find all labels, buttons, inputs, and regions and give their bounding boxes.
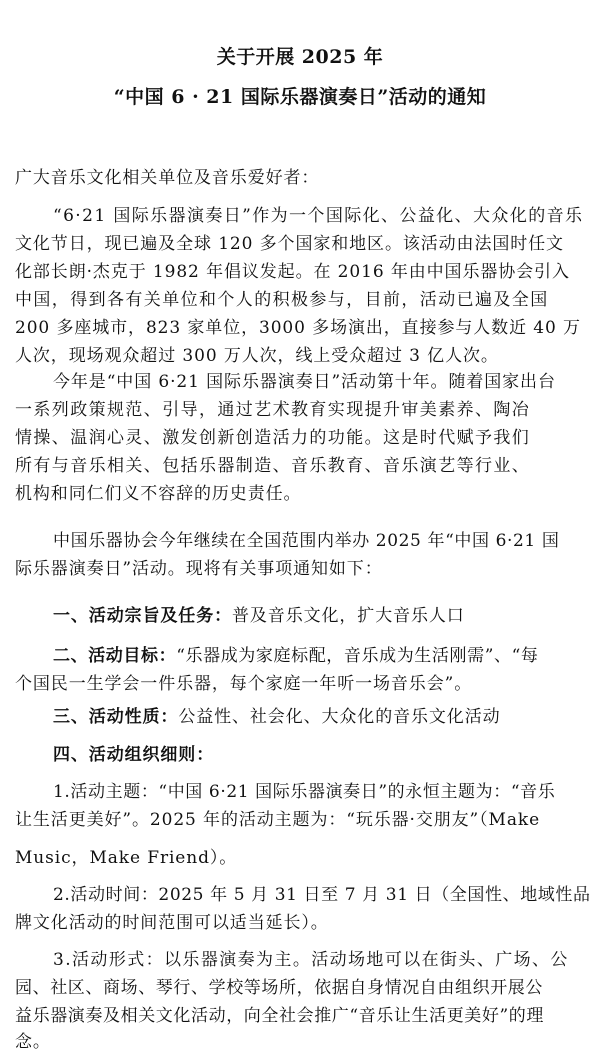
section-goal	[53, 641, 538, 666]
intro-line: 中国，得到各有关单位和个人的积极参与，目前，活动已遍及全国	[15, 290, 549, 310]
rule-theme-line: Music，Make Friend）。	[15, 848, 238, 868]
rule-form-line: 3.活动形式：以乐器演奏为主。活动场地可以在街头、广场、公	[53, 950, 569, 970]
rule-time-line: 牌文化活动的时间范围可以适当延长）。	[15, 913, 329, 933]
tenth-year-line: 所有与音乐相关、包括乐器制造、音乐教育、音乐演艺等行业、	[15, 456, 531, 476]
notice-title-line-2: “中国 6 · 21 国际乐器演奏日”活动的通知	[113, 86, 487, 108]
salutation: 广大音乐文化相关单位及音乐爱好者：	[15, 168, 320, 188]
intro-line: 人次，现场观众超过 300 万人次，线上受众超过 3 亿人次。	[15, 346, 499, 366]
section-goal-heading: 二、活动目标：	[53, 646, 177, 666]
announce-line: 际乐器演奏日”活动。现将有关事项通知如下：	[15, 559, 383, 579]
section-goal-text: “乐器成为家庭标配，音乐成为生活刚需”、“每	[176, 646, 539, 666]
announce-line: 中国乐器协会今年继续在全国范围内举办 2025 年“中国 6·21 国	[53, 531, 560, 551]
section-nature-text: 公益性、社会化、大众化的音乐文化活动	[178, 707, 501, 727]
rule-form-line: 念。	[15, 1032, 51, 1052]
tenth-year-line: 一系列政策规范、引导，通过艺术教育实现提升审美素养、陶冶	[15, 400, 531, 420]
section-rules-heading: 四、活动组织细则：	[53, 745, 215, 765]
rule-theme-line: 1.活动主题：“中国 6·21 国际乐器演奏日”的永恒主题为：“音乐	[53, 782, 556, 802]
intro-line: 200 多座城市，823 家单位，3000 多场演出，直接参与人数近 40 万	[15, 318, 581, 338]
notice-title-line-1: 关于开展 2025 年	[216, 46, 384, 68]
tenth-year-line: 今年是“中国 6·21 国际乐器演奏日”活动第十年。随着国家出台	[53, 372, 556, 392]
rule-form-line: 园、社区、商场、琴行、学校等场所，依据自身情况自由组织开展公	[15, 978, 543, 998]
tenth-year-line: 情操、温润心灵、激发创新创造活力的功能。这是时代赋予我们	[15, 428, 531, 448]
rule-time-line: 2.活动时间：2025 年 5 月 31 日至 7 月 31 日（全国性、地域性品	[53, 885, 591, 905]
rule-form-line: 益乐器演奏及相关文化活动，向全社会推广“音乐让生活更美好”的理	[15, 1006, 544, 1026]
section-purpose	[53, 601, 465, 626]
intro-line: “6·21 国际乐器演奏日”作为一个国际化、公益化、大众化的音乐	[53, 206, 584, 226]
section-purpose-heading: 一、活动宗旨及任务：	[53, 606, 232, 626]
section-nature-heading: 三、活动性质：	[53, 707, 179, 727]
section-goal-text-line-2: 个国民一生学会一件乐器，每个家庭一年听一场音乐会”。	[15, 674, 473, 694]
intro-line: 化部长朗·杰克于 1982 年倡议发起。在 2016 年由中国乐器协会引入	[15, 262, 570, 282]
intro-line: 文化节日，现已遍及全球 120 多个国家和地区。该活动由法国时任文	[15, 234, 564, 254]
section-purpose-text: 普及音乐文化，扩大音乐人口	[232, 606, 465, 626]
tenth-year-line: 机构和同仁们义不容辞的历史责任。	[15, 484, 302, 504]
rule-theme-line: 让生活更美好”。2025 年的活动主题为：“玩乐器·交朋友”（Make	[15, 810, 541, 830]
section-nature	[53, 702, 501, 727]
